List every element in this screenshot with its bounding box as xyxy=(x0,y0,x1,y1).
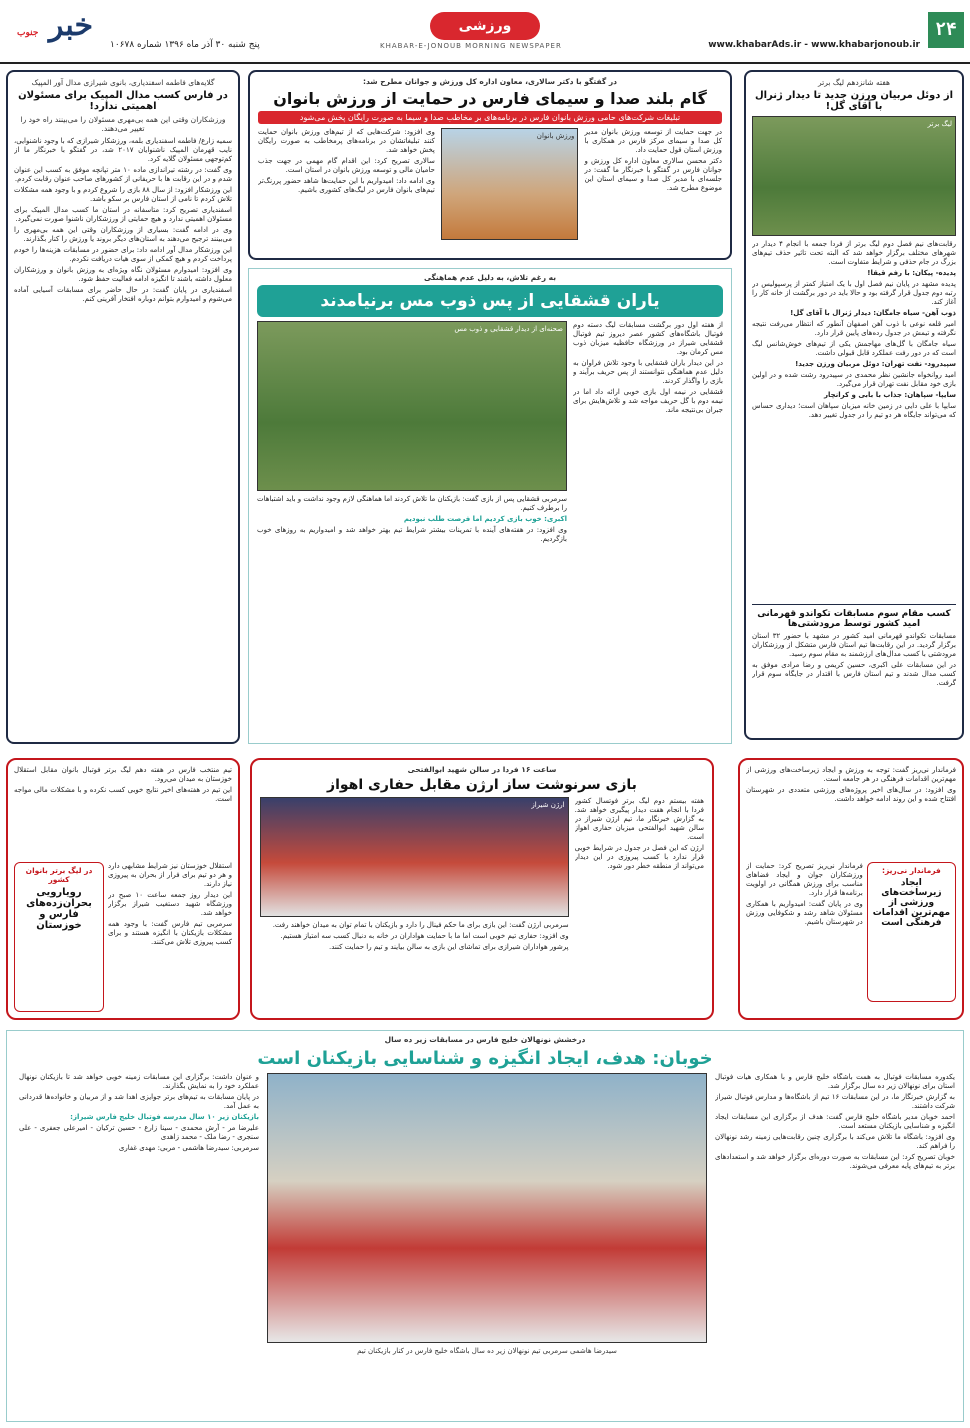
olympic-para: وی گفت: در رشته تیراندازی ماده ۱۰ متر تپانچه موفق به کسب این عنوان شدم و در این رقابت ها با حریفانی از کشورهای صاحب عنوان رقابت کردم. xyxy=(14,166,232,183)
niriz-body-top xyxy=(746,766,956,856)
olympic-headline: در فارس کسب مدال المپیک برای مسئولان اهمیتی ندارد! xyxy=(18,90,228,112)
niriz-para: وی افزود: در سال‌های اخیر پروژه‌های ورزشی متعددی در شهرستان افتتاح شده و این روند ادامه خواهد داشت. xyxy=(746,786,956,803)
arjan-photo-caption: ارژن شیراز xyxy=(531,801,565,809)
women-para: دکتر محسن سالاری معاون اداره کل ورزش و جوانان فارس در گفتگو با خبرنگار ما گفت: در جلسه‌ای با مدیر کل صدا و سیمای استان این موضوع مطرح شد. xyxy=(584,157,722,192)
women-league-para: تیم منتخب فارس در هفته دهم لیگ برتر فوتبال بانوان مقابل استقلال خوزستان به میدان می‌رود. xyxy=(14,766,232,783)
section-label: ورزشی xyxy=(430,12,540,40)
qashqai-kicker: به رغم تلاش، به دلیل عدم هماهنگی xyxy=(423,273,557,282)
league-para: امید روانخواه جانشین نظر محمدی در سپیدرود رشت شده و در اولین بازی خود مقابل نفت تهران قرار می‌گیرد. xyxy=(752,371,956,388)
olympic-para: این ورزشکار افزود: از سال ۸۸ بازی را شروع کردم و با وجود همه مشکلات تلاش کردم تا نامی از استان فارس بر سکو باشد. xyxy=(14,186,232,203)
youth-para: وی افزود: باشگاه ما تلاش می‌کند با برگزاری چنین رقابت‌هایی زمینه رشد نونهالان را فراهم کند. xyxy=(715,1133,955,1150)
women-league-kicker: در لیگ برتر بانوان کشور xyxy=(25,866,93,884)
olympic-para: اسفندیاری تصریح کرد: متاسفانه در استان ما کسب مدال المپیک برای مسئولان اهمیتی ندارد و هیچ حمایتی از ورزشکاران ناشنوا صورت نمی‌گیرد. xyxy=(14,206,232,223)
women-sport-article xyxy=(248,70,732,260)
youth-roster-title: بازیکنان زیر ۱۰ سال مدرسه فوتبال خلیج فارس شیراز: xyxy=(70,1113,259,1121)
youth-roster: علیرضا مر - آرش محمدی - سینا زارع - حسین ترکیان - امیرعلی جعفری - علی سنجری - رضا ملک - محمد زاهدی xyxy=(19,1124,259,1141)
arjan-body-b xyxy=(260,921,569,997)
women-league-body-top xyxy=(14,766,232,856)
arjan-kicker: ساعت ۱۶ فردا در سالن شهید ابوالفتحی xyxy=(407,765,557,774)
league-photo-caption: لیگ برتر xyxy=(927,120,952,128)
women-headline: گام بلند صدا و سیمای فارس در حمایت از ورزش بانوان xyxy=(273,89,707,108)
persian-gulf-youth-article xyxy=(6,1030,964,1422)
women-league-para: این تیم در هفته‌های اخیر نتایج خوبی کسب نکرده و با مشکلات مالی مواجه است. xyxy=(14,786,232,803)
niriz-headline-box xyxy=(867,862,956,1002)
english-subtitle: KHABAR-E-JONOUB MORNING NEWSPAPER xyxy=(380,42,562,50)
women-league-article xyxy=(6,758,240,1020)
youth-para: خوبان تصریح کرد: این مسابقات به صورت دوره‌ای برگزار خواهد شد و استعدادهای برتر به تیم‌های پایه معرفی می‌شوند. xyxy=(715,1153,955,1170)
qashqai-photo xyxy=(257,321,567,491)
league-subhead: سپیدرود- نفت تهران: دوئل مربیان ورزن جدید! xyxy=(795,360,956,368)
right-column-league xyxy=(744,70,964,740)
youth-headline: خوبان: هدف، ایجاد انگیزه و شناسایی بازیکنان است xyxy=(257,1048,713,1069)
women-league-para: سرمربی تیم فارس گفت: با وجود همه مشکلات بازیکنان با انگیزه هستند و برای کسب پیروزی تلاش می‌کنند. xyxy=(108,920,232,946)
youth-team-photo xyxy=(267,1073,707,1343)
women-body-a xyxy=(584,128,722,240)
youth-para: یکدوره مسابقات فوتبال به همت باشگاه خلیج فارس و با همکاری هیات فوتبال استان برای نونهالان زیر ده سال برگزار شد. xyxy=(715,1073,955,1090)
league-para: سیاه جامگان با گل‌های مهاجمش یکی از تیم‌های خوش‌شانس لیگ است که در دور رفت عملکرد قابل قبولی داشت. xyxy=(752,340,956,357)
niriz-para: وی در پایان گفت: امیدواریم با همکاری مسئولان شاهد رشد و شکوفایی ورزش در شهرستان باشیم. xyxy=(746,900,863,926)
youth-kicker: درخشش نونهالان خلیج فارس در مسابقات زیر ده سال xyxy=(384,1035,586,1044)
women-league-para: استقلال خوزستان نیز شرایط مشابهی دارد و هر دو تیم برای فرار از بحران به پیروزی نیاز دارند. xyxy=(108,862,232,888)
taekwondo-headline: کسب مقام سوم مسابقات تکواندو قهرمانی امید کشور توسط مرودشتی‌ها xyxy=(757,609,951,629)
qashqai-photo-caption: صحنه‌ای از دیدار قشقایی و ذوب مس xyxy=(454,325,563,333)
olympic-body xyxy=(14,137,232,727)
league-photo xyxy=(752,116,956,236)
arjan-para: وی افزود: حفاری تیم خوبی است اما ما با حمایت هواداران در خانه به دنبال کسب سه امتیاز هستیم. xyxy=(280,932,569,940)
newspaper-logo xyxy=(10,6,100,46)
league-para: رقابت‌های نیم فصل دوم لیگ برتر از فردا جمعه با انجام ۴ دیدار در شهرهای مختلف برگزار خواهد شد که البته تحت تاثیر حذف تیم‌های بزرگ در جام حذفی و شرایط متفاوت است. xyxy=(752,240,956,266)
olympic-kicker: گلایه‌های فاطمه اسفندیاری، بانوی شیرازی مدال آور المپیک xyxy=(31,78,215,87)
arjan-para: هفته بیستم دوم لیگ برتر فوتسال کشور فردا با انجام هفت دیدار پیگیری خواهد شد. به گزارش خبرنگار ما، تیم ارژن شیراز در سالن شهید ابوالفتحی میزبان حفاری اهواز است. xyxy=(574,797,704,841)
taekwondo-para: مسابقات تکواندو قهرمانی امید کشور در مشهد با حضور ۳۲ استان برگزار گردید. در این رقابت‌ها تیم استان فارس متشکل از ورزشکاران مرودشتی با کسب مدال‌های ارزشمند به مقام سوم رسید. xyxy=(752,632,956,658)
arjan-headline: بازی سرنوشت ساز ارژن مقابل حفاری اهواز xyxy=(327,777,637,793)
olympic-para: سمیه زارع/ فاطمه اسفندیاری بلمه، ورزشکار شیرازی که با وجود ناشنوایی، نایب قهرمان المپیک ناشنوایان ۲۰۱۷ شد، در گفتگو با خبرنگار ما از کم‌توجهی مسئولان گلایه کرد. xyxy=(14,137,232,163)
women-para: وی افزود: شرکت‌هایی که از تیم‌های ورزش بانوان حمایت کنند تبلیغاتشان در برنامه‌های پرمخاطب به صورت رایگان پخش خواهد شد. xyxy=(258,128,435,154)
olympic-lead: ورزشکاران وقتی این همه بی‌مهری مسئولان را می‌بینند راه خود را تغییر می‌دهند. xyxy=(20,115,226,133)
youth-body-right xyxy=(715,1073,955,1403)
niriz-body-side xyxy=(746,862,863,1002)
logo-text: خبر xyxy=(48,8,93,43)
women-para: سالاری تصریح کرد: این اقدام گام مهمی در جهت جذب حامیان مالی و توسعه ورزش بانوان در استان است. xyxy=(258,157,435,174)
women-body-b xyxy=(258,128,435,240)
women-photo-caption: ورزش بانوان xyxy=(536,132,575,140)
league-para: پدیده مشهد در پایان نیم فصل اول با یک امتیاز کمتر از پرسپولیس در رتبه دوم جدول قرار گرفته بود و حالا باید در دور برگشت از خانه کار را آغاز کند. xyxy=(752,280,956,306)
logo-sub: جنوب xyxy=(16,28,39,38)
league-headline: از دوئل مربیان ورزن جدید تا دیدار ژنرال با آقای گل! xyxy=(754,90,954,112)
league-para: امیر قلعه نوعی با ذوب آهن اصفهان آنطور که انتظار می‌رفت نتیجه نگرفته و تیمش در جدول رده‌های پایین قرار دارد. xyxy=(752,320,956,337)
league-kicker: هفته شانزدهم لیگ برتر xyxy=(818,78,890,87)
league-body xyxy=(752,240,956,600)
taekwondo-para: در این مسابقات علی اکبری، حسین کریمی و رضا مرادی موفق به کسب مدال شدند و تیم استان فارس با اقتدار در جایگاه سوم قرار گرفت. xyxy=(752,661,956,687)
league-subhead: پدیده- پیکان: با رفم قیقا! xyxy=(867,269,956,277)
page-number: ۲۴ xyxy=(928,12,964,48)
women-subhead: تبلیغات شرکت‌های حامی ورزش بانوان فارس در برنامه‌های بر مخاطب صدا و سیما به صورت رایگان پخش می‌شود xyxy=(258,111,722,124)
arjan-photo xyxy=(260,797,569,917)
olympic-para: وی افزود: امیدوارم مسئولان نگاه ویژه‌ای به ورزش بانوان و ورزشکاران معلول داشته باشند تا انگیزه ادامه فعالیت حفظ شود. xyxy=(14,266,232,283)
qashqai-para: در این دیدار یاران قشقایی با وجود تلاش فراوان به دلیل عدم هماهنگی نتوانستند از پس حریف برآیند و بازی را واگذار کردند. xyxy=(573,359,723,385)
youth-para: و عنوان داشت: برگزاری این مسابقات زمینه خوبی خواهد شد تا بازیکنان نونهال عملکرد خود را به نمایش بگذارند. xyxy=(19,1073,259,1090)
qashqai-para: سرمربی قشقایی پس از بازی گفت: بازیکنان ما تلاش کردند اما هماهنگی لازم وجود نداشت و باید اشتباهات را برطرف کنیم. xyxy=(257,495,567,512)
niriz-article xyxy=(738,758,964,1020)
qashqai-para: وی افزود: در هفته‌های آینده با تمرینات بیشتر شرایط تیم بهتر خواهد شد و امیدواریم به روزهای خوب بازگردیم. xyxy=(257,526,567,543)
arjan-body-a xyxy=(575,797,704,997)
arjan-futsal-article xyxy=(250,758,714,1020)
youth-para: در پایان مسابقات به تیم‌های برتر جوایزی اهدا شد و از مربیان و خانواده‌ها قدردانی به عمل آمد. xyxy=(19,1093,259,1110)
left-column-olympic xyxy=(6,70,240,744)
women-photo xyxy=(441,128,579,240)
youth-para: به گزارش خبرنگار ما، در این مسابقات ۱۶ تیم از باشگاه‌ها و مدارس فوتبال شیراز شرکت داشتند. xyxy=(715,1093,955,1110)
website-urls[interactable]: www.khabarAds.ir - www.khabarjonoub.ir xyxy=(708,40,920,50)
women-league-body-side xyxy=(108,862,232,1012)
youth-para: احمد خوبان مدیر باشگاه خلیج فارس گفت: هدف از برگزاری این مسابقات ایجاد انگیزه و شناسایی بازیکنان مستعد است. xyxy=(715,1113,955,1130)
arjan-para: پرشور هواداران شیرازی برای تماشای این بازی به سالن بیایند و تیم را حمایت کنند. xyxy=(329,943,569,951)
qashqai-body-a xyxy=(573,321,723,721)
niriz-para: فرماندار نی‌ریز گفت: توجه به ورزش و ایجاد زیرساخت‌های ورزشی از مهم‌ترین اقدامات فرهنگی در هر جامعه است. xyxy=(746,766,956,783)
women-league-headline: رویارویی بحران‌زده‌های فارس و خوزستان xyxy=(26,887,92,931)
qashqai-subhead: اکبری: خوب بازی کردیم اما فرصت طلب نبودیم xyxy=(403,515,567,523)
qashqai-article xyxy=(248,268,732,744)
olympic-para: این ورزشکار مدال آور ادامه داد: برای حضور در مسابقات هزینه‌ها را خودم پرداخت کردم و هیچ کمکی از سوی هیات دریافت نکردم. xyxy=(14,246,232,263)
league-para: سایپا با علی دایی در زمین خانه میزبان سپاهان است؛ دیداری حساس که می‌تواند جایگاه هر دو تیم را در جدول تغییر دهد. xyxy=(752,402,956,419)
niriz-kicker: فرماندار نی‌ریز: xyxy=(881,866,941,875)
women-league-headline-box xyxy=(14,862,104,1012)
arjan-para: سرمربی ارژن گفت: این بازی برای ما حکم فینال را دارد و بازیکنان با تمام توان به میدان خواهند رفت. xyxy=(272,921,569,929)
youth-staff: سرمربی: سیدرضا هاشمی - مربی: مهدی غفاری xyxy=(118,1144,259,1152)
qashqai-para: قشقایی در نیمه اول بازی خوبی ارائه داد اما در نیمه دوم با گل حریف مواجه شد و تلاش‌هایش برای جبران بی‌نتیجه ماند. xyxy=(573,388,723,414)
olympic-para: وی در ادامه گفت: بسیاری از ورزشکاران وقتی این همه بی‌مهری را می‌بینند ترجیح می‌دهند به استان‌های دیگر بروند یا ورزش را کنار بگذارند. xyxy=(14,226,232,243)
taekwondo-body xyxy=(752,632,956,732)
women-para: وی ادامه داد: امیدواریم با این حمایت‌ها شاهد حضور پررنگ‌تر تیم‌های بانوان فارس در لیگ‌های کشوری باشیم. xyxy=(258,177,435,194)
women-league-para: این دیدار روز جمعه ساعت ۱۰ صبح در ورزشگاه شهید دستغیب شیراز برگزار خواهد شد. xyxy=(108,891,232,917)
youth-photo-caption: سیدرضا هاشمی سرمربی تیم نونهالان زیر ده سال باشگاه خلیج فارس در کنار بازیکنان تیم xyxy=(357,1347,617,1355)
masthead xyxy=(0,0,970,64)
qashqai-body-b xyxy=(257,495,567,715)
league-subhead: ذوب آهن- سیاه جامگان: دیدار ژنرال با آقای گل! xyxy=(790,309,956,317)
qashqai-para: از هفته اول دور برگشت مسابقات لیگ دسته دوم فوتبال باشگاه‌های کشور عصر دیروز تیم فوتبال قشقایی شیراز در ورزشگاه حافظیه میزبان ذوب مس کرمان بود. xyxy=(573,321,723,356)
arjan-para: ارژن که این فصل در جدول در شرایط خوبی قرار ندارد با کسب پیروزی در این دیدار می‌تواند از منطقه خطر دور شود. xyxy=(574,844,704,870)
women-kicker: در گفتگو با دکتر سالاری، معاون اداره کل ورزش و جوانان مطرح شد: xyxy=(362,77,618,86)
qashqai-headline: یاران قشقایی از پس ذوب مس برنیامدند xyxy=(257,285,723,317)
youth-body-left xyxy=(19,1073,259,1403)
niriz-para: فرماندار نی‌ریز تصریح کرد: حمایت از ورزشکاران جوان و ایجاد فضاهای مناسب برای ورزش همگانی در اولویت برنامه‌ها قرار دارد. xyxy=(746,862,863,897)
olympic-para: اسفندیاری در پایان گفت: در حال حاضر برای مسابقات آسیایی آماده می‌شوم و امیدوارم بتوانم دوباره افتخار آفرینی کنم. xyxy=(14,286,232,303)
women-para: در جهت حمایت از توسعه ورزش بانوان مدیر کل صدا و سیمای مرکز فارس در همکاری با ورزش استان قول حمایت داد. xyxy=(584,128,722,154)
league-subhead: سایپا- سپاهان: جذاب با بابی و کرانچار xyxy=(823,391,956,399)
dateline: پنج شنبه ۳۰ آذر ماه ۱۳۹۶ شماره ۱۰۶۷۸ xyxy=(110,40,260,50)
niriz-headline: ایجاد زیرساخت‌های ورزشی از مهم‌ترین اقدامات فرهنگی است xyxy=(872,878,951,928)
